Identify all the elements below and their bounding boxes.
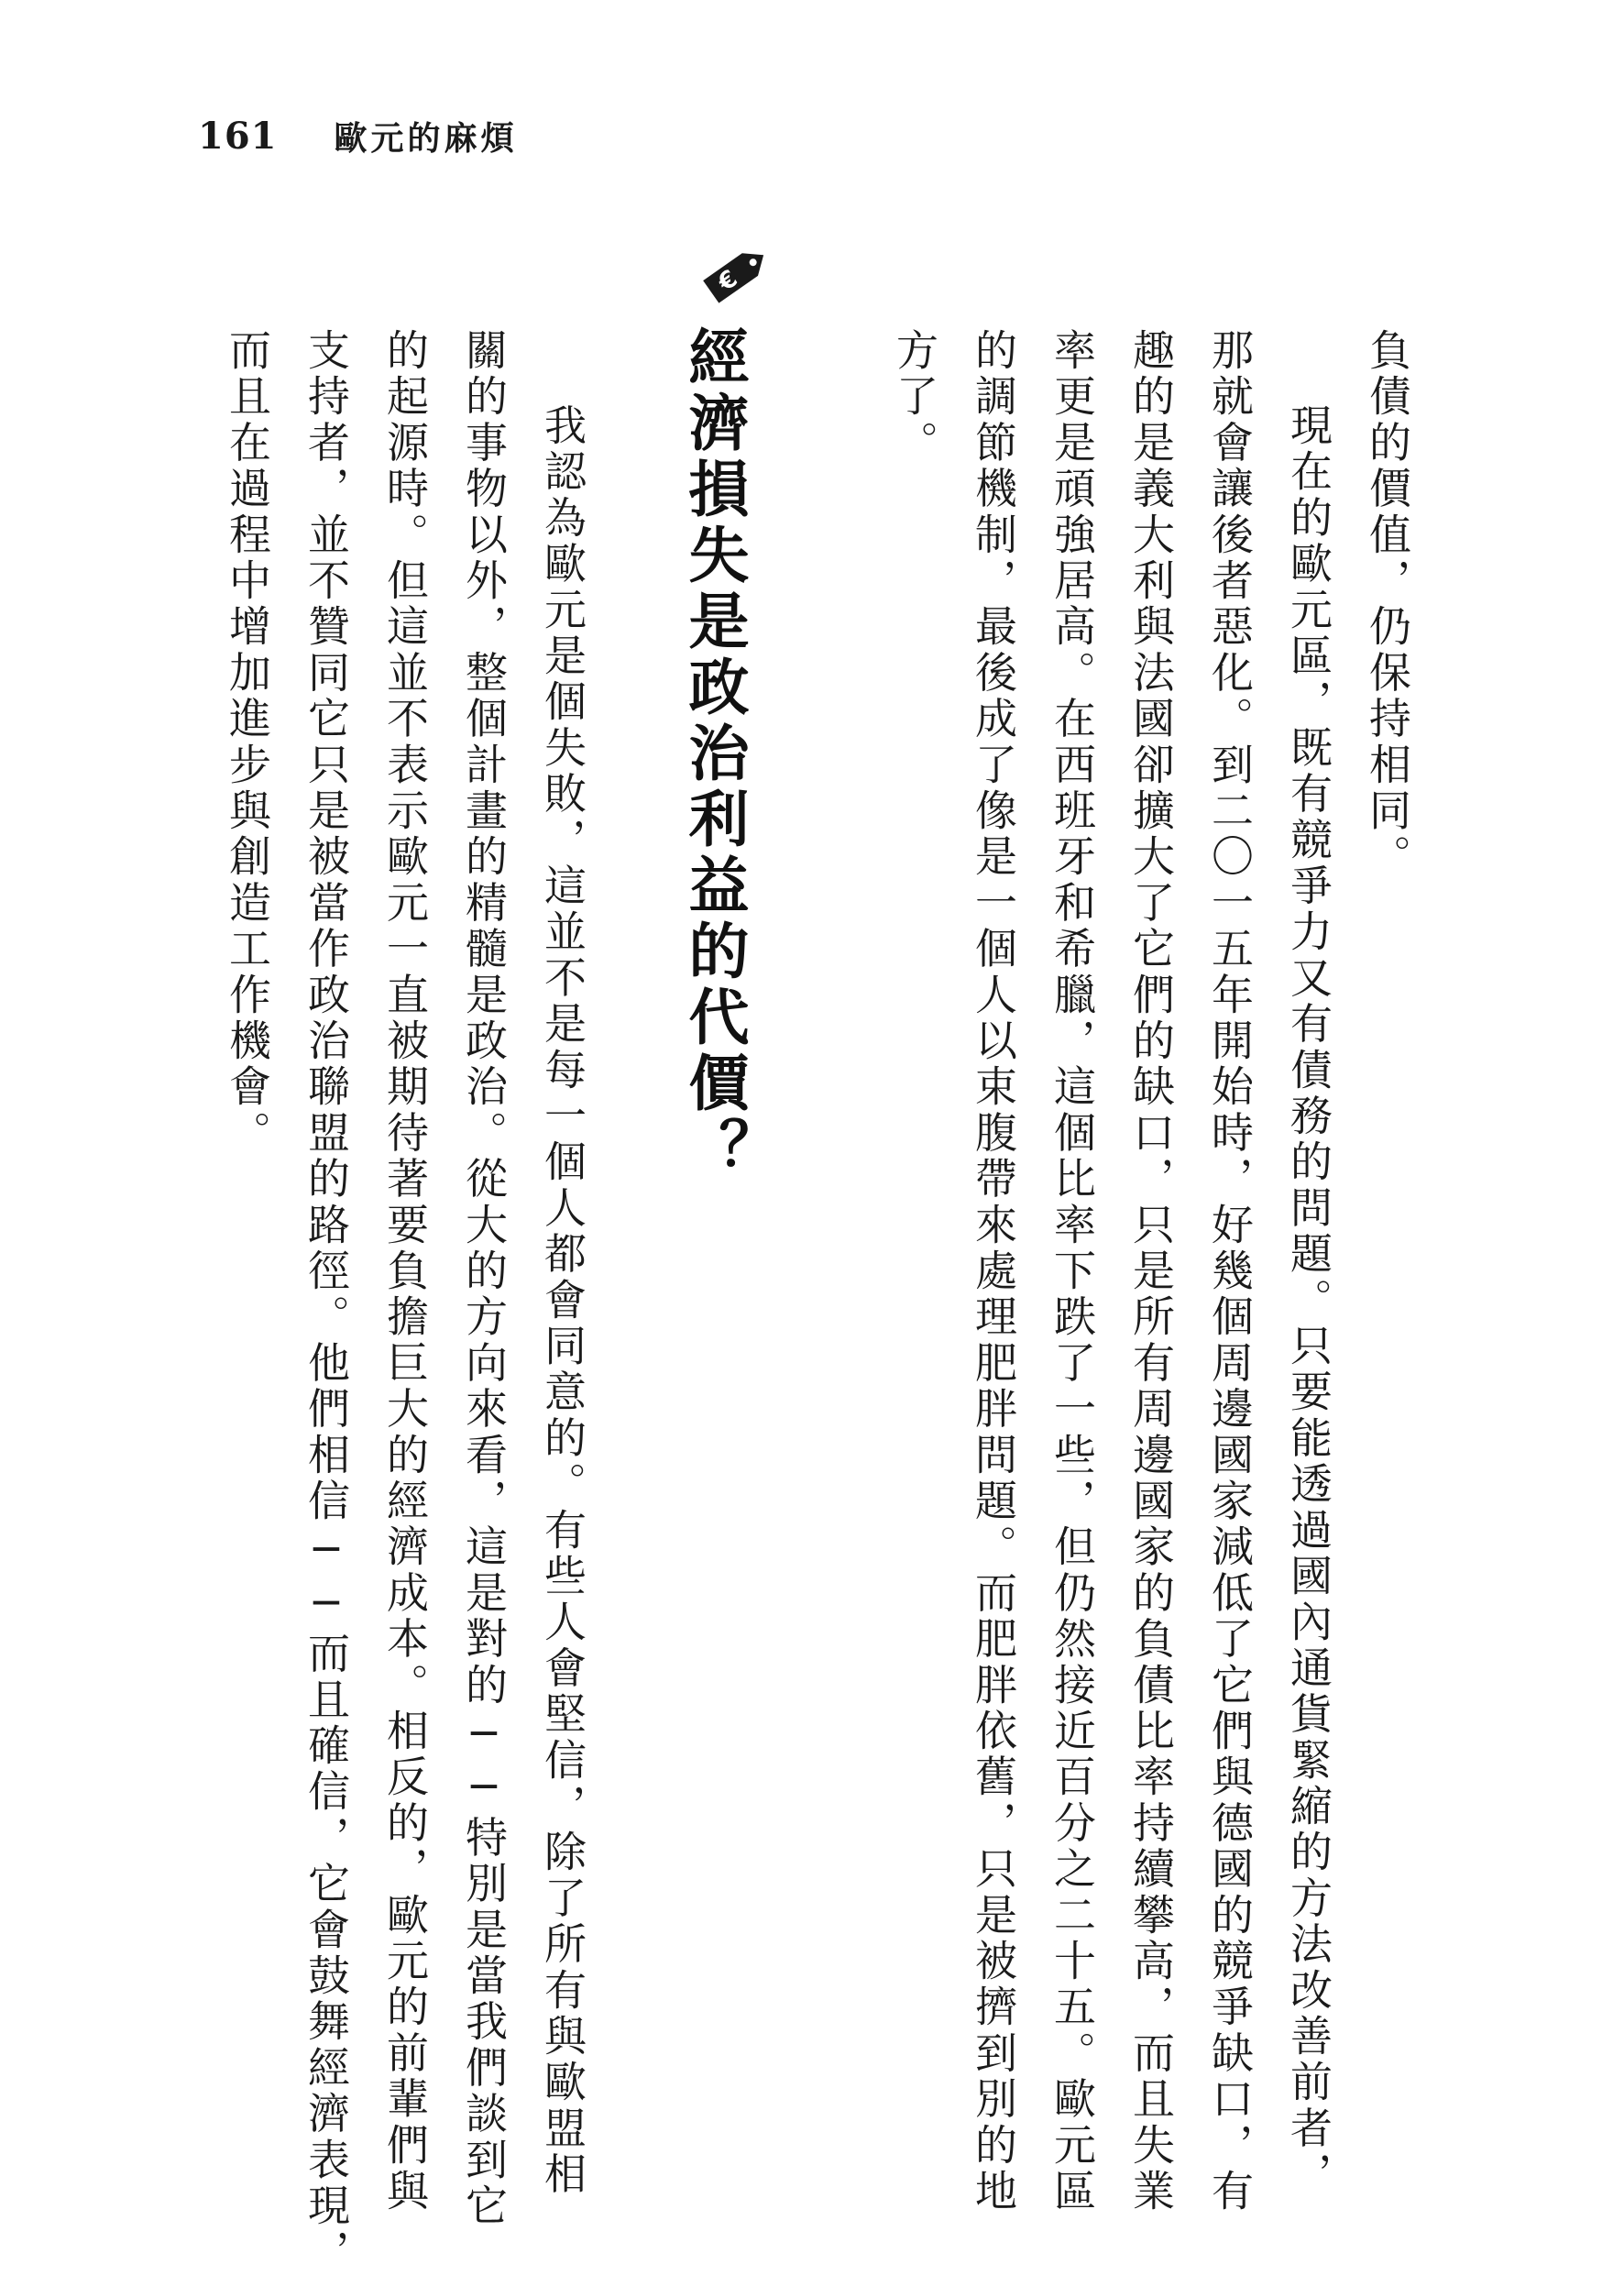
body-column: 趣的是義大利與法國卻擴大了它們的缺口，只是所有周邊國家的負債比率持續攀高，而且失業: [1126, 328, 1176, 2215]
body-column: 現在的歐元區，既有競爭力又有債務的問題。只要能透過國內通貨緊縮的方法改善前者，: [1284, 403, 1333, 2198]
body-column: 支持者，並不贊同它只是被當作政治聯盟的路徑。他們相信──而且確信，它會鼓舞經濟表現，: [302, 328, 351, 2275]
body-column: 關的事物以外，整個計畫的精髓是政治。從大的方向來看，這是對的──特別是當我們談到它: [459, 328, 509, 2230]
page-number: 161: [198, 114, 278, 158]
section-heading: 經濟損失是政治利益的代價？: [678, 325, 749, 1183]
body-column: 的調節機制，最後成了像是一個人以束腹帶來處理肥胖問題。而肥胖依舊，只是被擠到別的地: [969, 328, 1018, 2215]
running-title: 歐元的麻煩: [334, 119, 518, 158]
euro-symbol: €: [713, 265, 743, 298]
body-column: 方了。: [890, 328, 939, 467]
body-column: 而且在過程中增加進步與創造工作機會。: [223, 328, 272, 1157]
body-column: 的起源時。但這並不表示歐元一直被期待著要負擔巨大的經濟成本。相反的，歐元的前輩們與: [380, 328, 430, 2215]
body-column: 率更是頑強居高。在西班牙和希臘，這個比率下跌了一些，但仍然接近百分之二十五。歐元區: [1048, 328, 1097, 2215]
body-column: 我認為歐元是個失敗，這並不是每一個人都會同意的。有些人會堅信，除了所有與歐盟相: [538, 403, 587, 2198]
running-header: [198, 108, 518, 163]
body-column: 負債的價值，仍保持相同。: [1363, 328, 1412, 881]
body-column: 那就會讓後者惡化。到二〇一五年開始時，好幾個周邊國家減低了它們與德國的競爭缺口，有: [1205, 328, 1255, 2215]
euro-tag-icon: [689, 234, 781, 316]
